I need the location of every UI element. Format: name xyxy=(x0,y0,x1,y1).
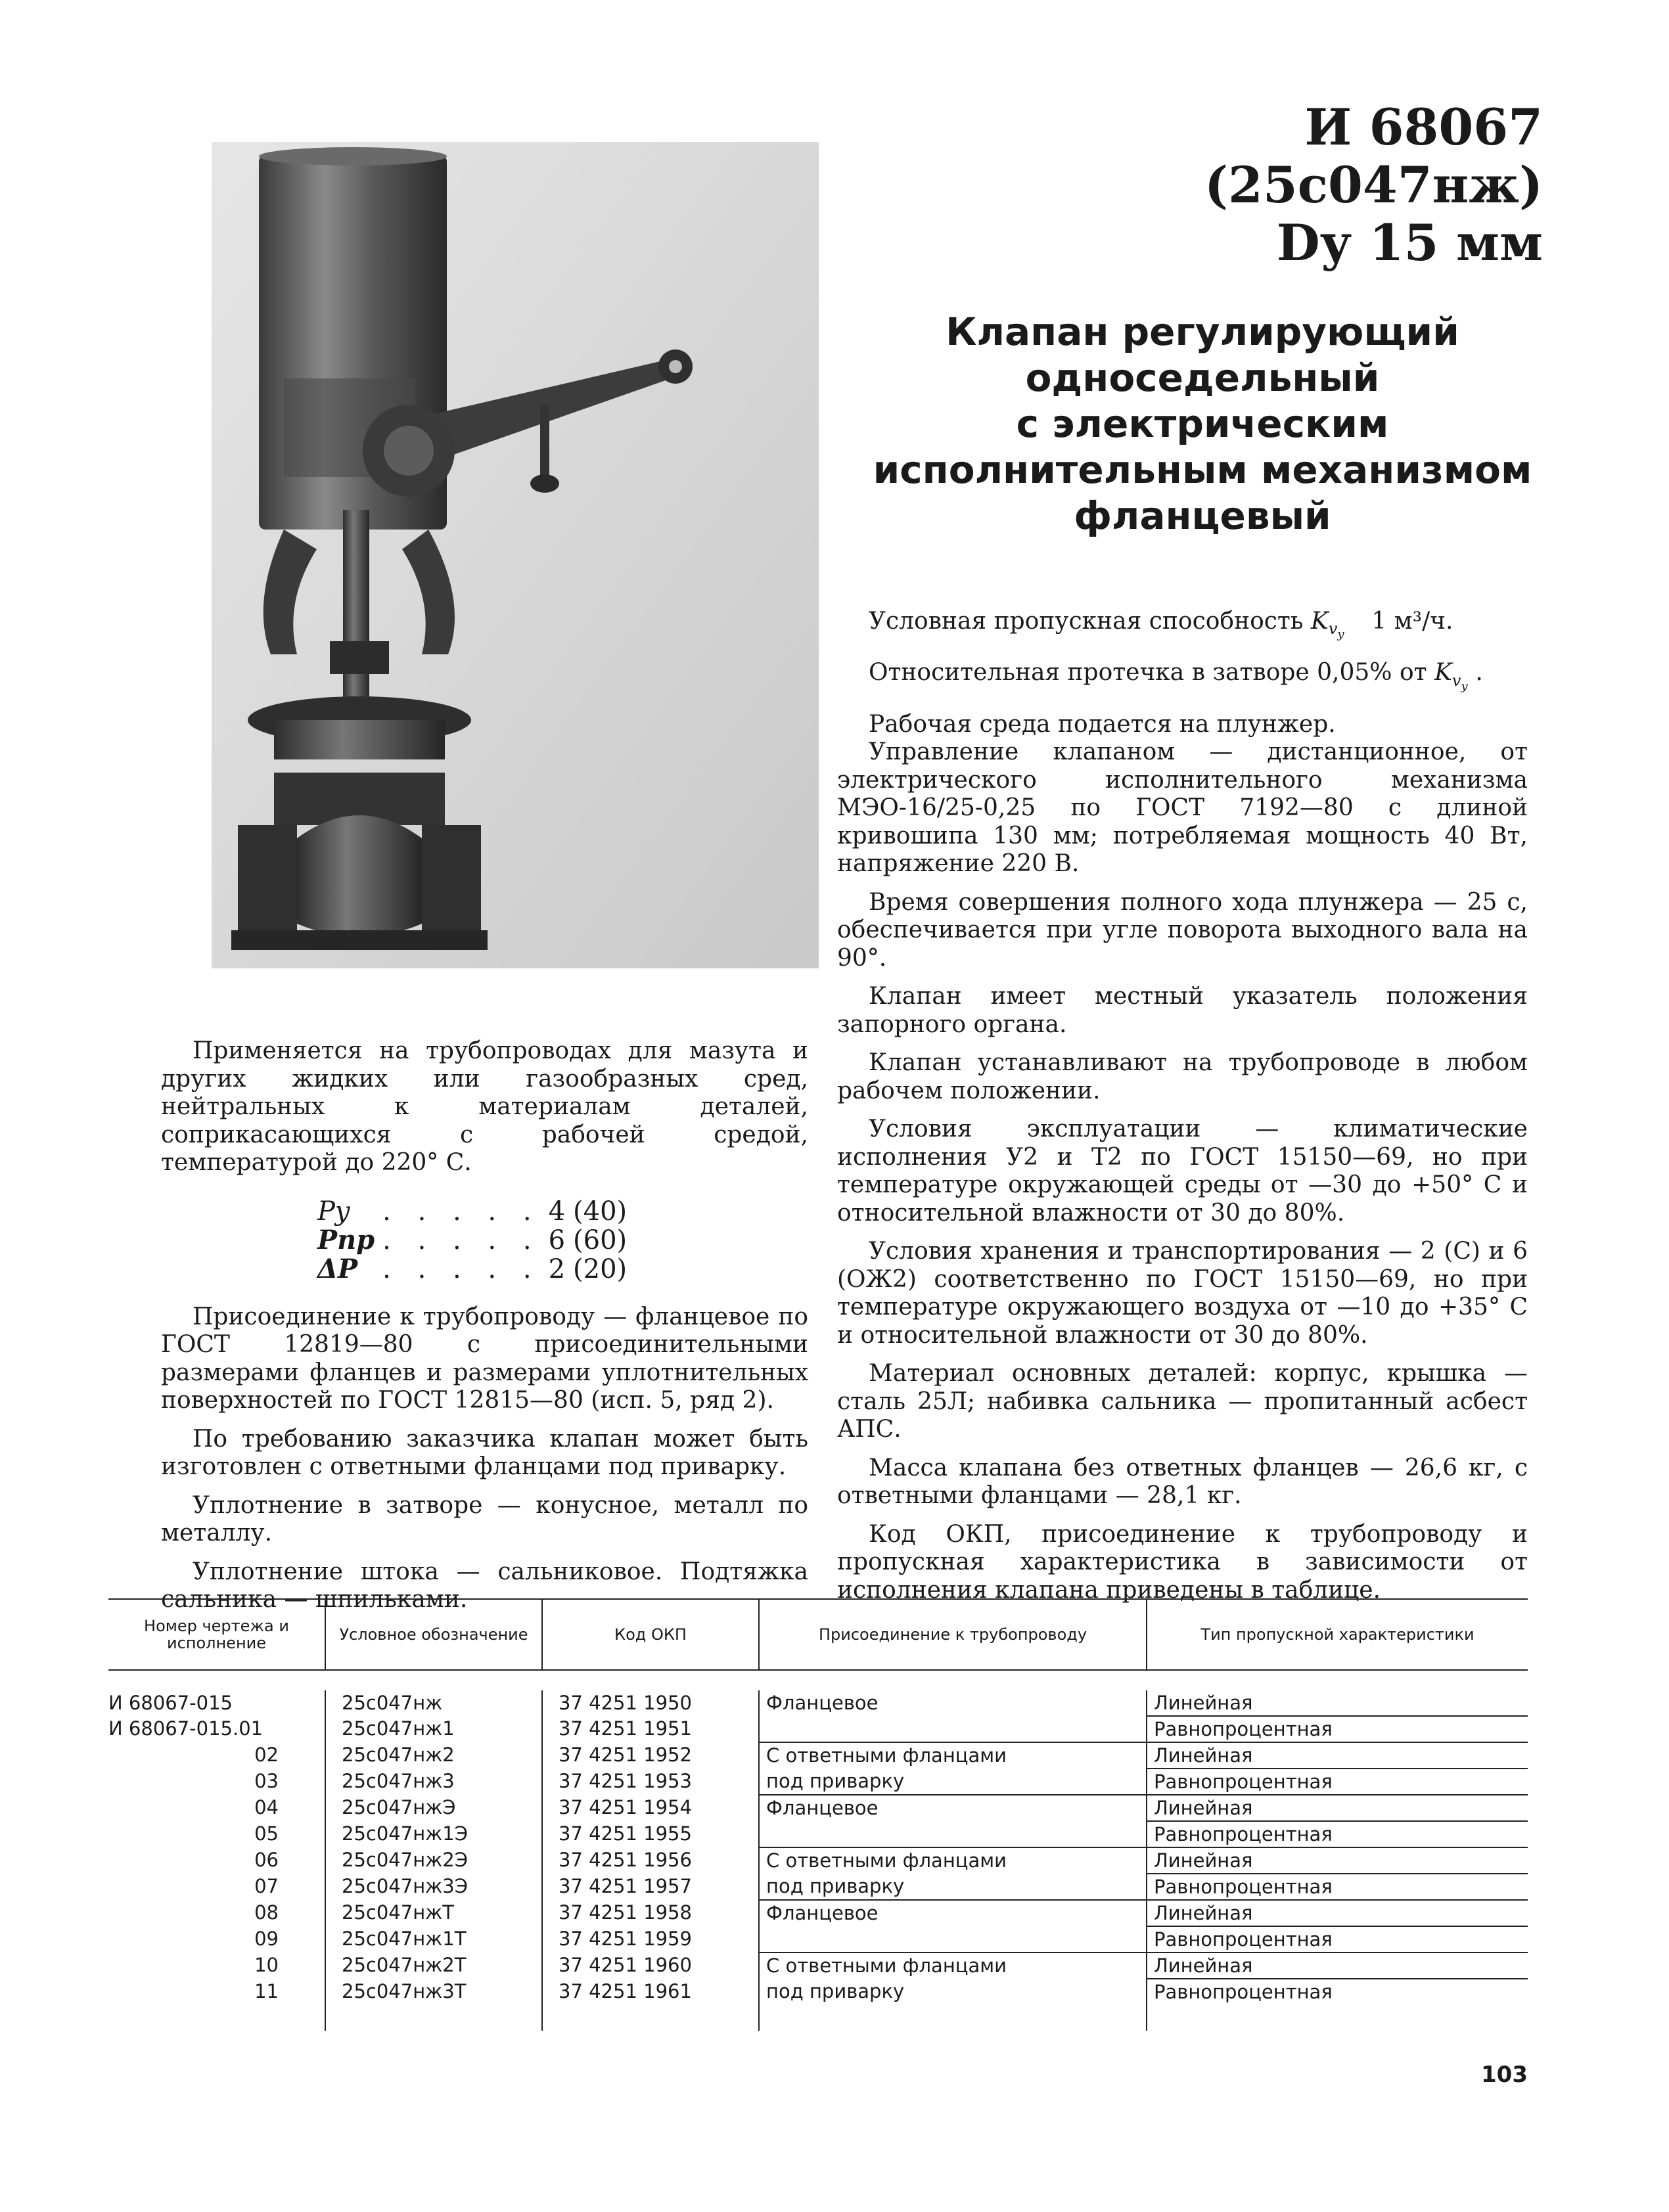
row-number: 07 xyxy=(254,1875,279,1897)
material-paragraph: Материал основных деталей: корпус, крышка — сталь 25Л; набивка сальника — пропитанный асбест АПС. xyxy=(837,1360,1528,1443)
table-row xyxy=(108,1821,1528,1847)
usage-paragraph: Применяется на трубопроводах для мазута и других жидких или газообразных сред, нейтральных к материалам деталей, соприкасающихся с рабочей средой, температурой до 220° С. xyxy=(161,1037,808,1176)
row-designation: 25с047нж3Э xyxy=(325,1874,542,1900)
row-connection: Фланцевое xyxy=(759,1900,1147,1926)
row-type: Линейная xyxy=(1147,1690,1528,1716)
table-row xyxy=(108,1926,1528,1952)
left-column xyxy=(161,1037,808,1614)
row-okp: 37 4251 1952 xyxy=(542,1742,759,1769)
medium-paragraph: Рабочая среда подается на плунжер. xyxy=(869,710,1336,738)
header-cell: Условное обозначение xyxy=(325,1600,542,1670)
row-connection xyxy=(759,1716,1147,1742)
row-okp: 37 4251 1950 xyxy=(542,1690,759,1716)
row-number: И 68067-015 xyxy=(108,1692,233,1714)
param-symbol: ΔP xyxy=(317,1253,358,1284)
row-number: 10 xyxy=(254,1954,279,1976)
page-number: 103 xyxy=(1481,2062,1528,2088)
row-number: 02 xyxy=(254,1744,279,1766)
row-designation: 25с047нжЭ xyxy=(325,1795,542,1821)
row-number: 04 xyxy=(254,1796,279,1818)
pressure-params xyxy=(313,1197,631,1284)
designation-code: И 68067 xyxy=(1304,98,1543,156)
param-leader: . . . . . xyxy=(382,1225,541,1255)
row-connection: С ответными фланцами xyxy=(759,1742,1147,1769)
row-connection: под приварку xyxy=(759,1979,1147,2004)
param-leader: . . . . . xyxy=(382,1253,541,1284)
kvy-value: 1 м³/ч. xyxy=(1371,608,1453,635)
stroke-paragraph: Время совершения полного хода плунжера — 25 с, обеспечивается при угле поворота выходного вала на 90°. xyxy=(837,888,1528,972)
header-cell: Код ОКП xyxy=(542,1600,759,1670)
table-row xyxy=(108,1874,1528,1900)
table-row xyxy=(108,1742,1528,1769)
storage-paragraph: Условия хранения и транспортирования — 2 (С) и 6 (ОЖ2) соответственно по ГОСТ 15150—69, но при температуре окружающего воздуха от —10 до +35° С и относительной влажности от 30 до 80%. xyxy=(837,1238,1528,1349)
title-line: исполнительным механизмом xyxy=(873,447,1532,492)
right-column xyxy=(837,608,1528,1604)
leak-text: Относительная протечка в затворе 0,05% от xyxy=(869,659,1427,687)
table-row xyxy=(108,1979,1528,2004)
param-row xyxy=(313,1226,631,1255)
param-leader: . . . . . xyxy=(382,1196,541,1227)
title-line: Клапан регулирующий xyxy=(946,309,1459,354)
row-designation: 25с047нж1Э xyxy=(325,1821,542,1847)
title-line: с электрическим xyxy=(1016,401,1389,446)
kvy-paragraph xyxy=(837,608,1528,648)
row-okp: 37 4251 1958 xyxy=(542,1900,759,1926)
table-row xyxy=(108,1900,1528,1926)
row-type: Равнопроцентная xyxy=(1147,1874,1528,1900)
row-type: Равнопроцентная xyxy=(1147,1979,1528,2004)
leak-paragraph xyxy=(837,659,1528,700)
valve-photo xyxy=(212,142,819,968)
kvy-symbol: $K_{v_у}$ xyxy=(1434,659,1468,693)
row-okp: 37 4251 1960 xyxy=(542,1952,759,1979)
versions-table xyxy=(108,1598,1528,2031)
row-connection: Фланцевое xyxy=(759,1690,1147,1716)
param-row xyxy=(313,1197,631,1226)
row-type: Равнопроцентная xyxy=(1147,1716,1528,1742)
table-header-row xyxy=(108,1600,1528,1670)
row-okp: 37 4251 1953 xyxy=(542,1769,759,1795)
param-alt-value: (40) xyxy=(573,1196,628,1227)
row-connection xyxy=(759,1926,1147,1952)
row-type: Линейная xyxy=(1147,1795,1528,1821)
valve-illustration xyxy=(212,142,819,968)
table-row xyxy=(108,1716,1528,1742)
seal-stem-paragraph: Уплотнение штока — сальниковое. Подтяжка сальника — шпильками. xyxy=(161,1558,808,1613)
param-value: 2 xyxy=(548,1253,566,1284)
product-title xyxy=(854,309,1551,539)
mass-paragraph: Масса клапана без ответных фланцев — 26,6 кг, с ответными фланцами — 28,1 кг. xyxy=(837,1454,1528,1510)
row-number: И 68067-015.01 xyxy=(108,1717,263,1740)
row-number: 03 xyxy=(254,1770,279,1792)
param-alt-value: (20) xyxy=(573,1253,628,1284)
row-okp: 37 4251 1957 xyxy=(542,1874,759,1900)
row-number: 08 xyxy=(254,1901,279,1924)
kvy-symbol: $K_{v_у}$ xyxy=(1310,608,1344,641)
install-paragraph: Клапан устанавливают на трубопроводе в любом рабочем положении. xyxy=(837,1049,1528,1104)
row-type: Линейная xyxy=(1147,1742,1528,1769)
row-okp: 37 4251 1951 xyxy=(542,1716,759,1742)
header-cell: Номер чертежа и исполнение xyxy=(108,1600,325,1670)
row-okp: 37 4251 1959 xyxy=(542,1926,759,1952)
param-value: 6 xyxy=(548,1225,566,1255)
header-cell: Тип пропускной характеристики xyxy=(1147,1600,1528,1670)
row-number: 05 xyxy=(254,1822,279,1845)
kvy-label: Условная пропускная способность xyxy=(869,608,1304,635)
row-designation: 25с047нжТ xyxy=(325,1900,542,1926)
connection-paragraph: Присоединение к трубопроводу — фланцевое по ГОСТ 12819—80 с присоединительными размерами фланцев и размерами уплотнительных поверхностей по ГОСТ 12815—80 (исп. 5, ряд 2). xyxy=(161,1303,808,1414)
row-okp: 37 4251 1961 xyxy=(542,1979,759,2004)
row-number: 11 xyxy=(254,1980,279,2002)
row-connection: С ответными фланцами xyxy=(759,1952,1147,1979)
row-designation: 25с047нж2Т xyxy=(325,1952,542,1979)
param-symbol: Pпр xyxy=(317,1224,375,1255)
indicator-paragraph: Клапан имеет местный указатель положения запорного органа. xyxy=(837,983,1528,1038)
row-okp: 37 4251 1956 xyxy=(542,1847,759,1874)
row-designation: 25с047нж1Т xyxy=(325,1926,542,1952)
row-type: Линейная xyxy=(1147,1847,1528,1874)
table-row xyxy=(108,1769,1528,1795)
okp-note-paragraph: Код ОКП, присоединение к трубопроводу и пропускная характеристика в зависимости от исполнения клапана приведены в таблице. xyxy=(837,1520,1528,1604)
table-row xyxy=(108,1795,1528,1821)
product-designation xyxy=(1204,99,1543,272)
seal-gate-paragraph: Уплотнение в затворе — конусное, металл по металлу. xyxy=(161,1491,808,1546)
designation-diameter: Dу 15 мм xyxy=(1276,214,1543,272)
row-type: Линейная xyxy=(1147,1952,1528,1979)
control-paragraph: Управление клапаном — дистанционное, от электрического исполнительного механизма МЭО-16/25-0,25 по ГОСТ 7192—80 с длиной кривошипа 130 мм; потребляемая мощность 40 Вт, напряжение 220 В. xyxy=(837,738,1528,878)
table-row xyxy=(108,1952,1528,1979)
row-connection xyxy=(759,1821,1147,1847)
operation-paragraph: Условия эксплуатации — климатические исполнения У2 и Т2 по ГОСТ 15150—69, но при температуре окружающей среды от —30 до +50° С и относительной влажности от 30 до 80%. xyxy=(837,1116,1528,1227)
row-designation: 25с047нж3 xyxy=(325,1769,542,1795)
header-cell: Присоединение к трубопроводу xyxy=(759,1600,1147,1670)
leak-tail: . xyxy=(1475,659,1483,687)
row-okp: 37 4251 1954 xyxy=(542,1795,759,1821)
designation-symbol: (25с047нж) xyxy=(1204,156,1543,214)
param-alt-value: (60) xyxy=(573,1225,628,1255)
row-type: Линейная xyxy=(1147,1900,1528,1926)
row-designation: 25с047нж1 xyxy=(325,1716,542,1742)
title-line: односедельный xyxy=(1025,355,1380,400)
row-connection: под приварку xyxy=(759,1769,1147,1795)
row-type: Равнопроцентная xyxy=(1147,1769,1528,1795)
row-designation: 25с047нж2Э xyxy=(325,1847,542,1874)
title-line: фланцевый xyxy=(1074,493,1331,538)
row-number: 09 xyxy=(254,1928,279,1950)
row-connection: под приварку xyxy=(759,1874,1147,1900)
row-number: 06 xyxy=(254,1849,279,1871)
param-row xyxy=(313,1255,631,1284)
row-designation: 25с047нж3Т xyxy=(325,1979,542,2004)
param-value: 4 xyxy=(548,1196,566,1227)
row-connection: С ответными фланцами xyxy=(759,1847,1147,1874)
row-type: Равнопроцентная xyxy=(1147,1926,1528,1952)
row-connection: Фланцевое xyxy=(759,1795,1147,1821)
row-designation: 25с047нж2 xyxy=(325,1742,542,1769)
row-type: Равнопроцентная xyxy=(1147,1821,1528,1847)
row-designation: 25с047нж xyxy=(325,1690,542,1716)
table-row xyxy=(108,1690,1528,1716)
table-row xyxy=(108,1847,1528,1874)
row-okp: 37 4251 1955 xyxy=(542,1821,759,1847)
param-symbol: Py xyxy=(317,1196,350,1227)
on-request-paragraph: По требованию заказчика клапан может быть изготовлен с ответными фланцами под приварку. xyxy=(161,1425,808,1480)
